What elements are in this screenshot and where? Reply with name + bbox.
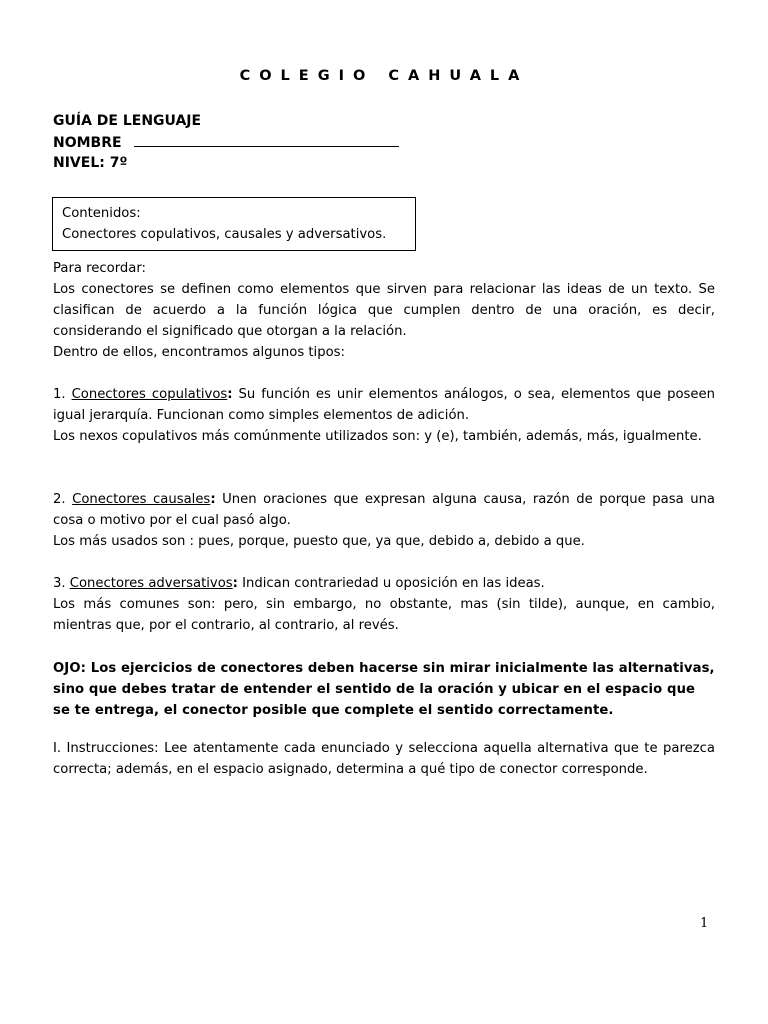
- intro-heading: Para recordar:: [53, 261, 146, 276]
- section-examples: Los nexos copulativos más comúnmente utilizados son: y (e), también, además, más, igualmente.: [53, 429, 702, 444]
- guide-title: GUÍA DE LENGUAJE: [53, 113, 202, 129]
- section-colon: :: [227, 387, 233, 402]
- section-term: Conectores causales: [72, 492, 211, 507]
- section-term: Conectores copulativos: [71, 387, 228, 402]
- section-number: 2.: [53, 492, 73, 507]
- section-number: 3.: [53, 576, 70, 591]
- ojo-note: OJO: Los ejercicios de conectores deben hacerse sin mirar inicialmente las alternativas, sino que debes tratar de entender el sentido de la oración y ubicar en el espacio que se te entrega, el conector posible que complete el sentido correctamente.: [53, 661, 715, 718]
- contents-label: Contenidos:: [62, 206, 141, 221]
- section-definition-text: Indican contrariedad u oposición en las ideas.: [237, 576, 545, 591]
- name-blank-field: [134, 132, 399, 147]
- school-title: COLEGIO CAHUALA: [239, 68, 529, 84]
- section-term: Conectores adversativos: [69, 576, 233, 591]
- page-number: 1: [700, 916, 709, 931]
- section-adversativos: [53, 573, 715, 636]
- section-definition: [53, 573, 715, 594]
- section-causales: [53, 489, 715, 552]
- intro-block: [53, 258, 715, 363]
- section-definition-text: Unen oraciones que expresan alguna causa, razón de porque pasa una cosa o motivo por el cual pasó algo.: [53, 492, 716, 528]
- intro-types: Dentro de ellos, encontramos algunos tipos:: [53, 345, 345, 360]
- section-colon: :: [210, 492, 216, 507]
- name-line: [53, 132, 399, 153]
- contents-box: [52, 197, 416, 251]
- section-copulativos: [53, 384, 715, 447]
- section-definition: [53, 489, 715, 531]
- section-number: 1.: [53, 387, 72, 402]
- intro-paragraph: Los conectores se definen como elementos que sirven para relacionar las ideas de un texto. Se clasifican de acuerdo a la función lógica que cumplen dentro de una oración, es decir, considerando el significado que otorgan a la relación.: [53, 282, 715, 339]
- instructions: I. Instrucciones: Lee atentamente cada enunciado y selecciona aquella alternativa que te parezca correcta; además, en el espacio asignado, determina a qué tipo de conector corresponde.: [53, 741, 715, 777]
- name-label: NOMBRE: [53, 135, 122, 151]
- section-definition: [53, 384, 715, 426]
- level-label: NIVEL: 7º: [53, 155, 128, 171]
- contents-text: Conectores copulativos, causales y adversativos.: [62, 227, 387, 242]
- section-examples: Los más usados son : pues, porque, puesto que, ya que, debido a, debido a que.: [53, 534, 585, 549]
- section-definition-text: Su función es unir elementos análogos, o sea, elementos que poseen igual jerarquía. Funcionan como simples elementos de adición.: [53, 387, 716, 423]
- section-colon: :: [232, 576, 238, 591]
- section-examples: Los más comunes son: pero, sin embargo, no obstante, mas (sin tilde), aunque, en cambio, mientras que, por el contrario, al contrario, al revés.: [53, 597, 715, 633]
